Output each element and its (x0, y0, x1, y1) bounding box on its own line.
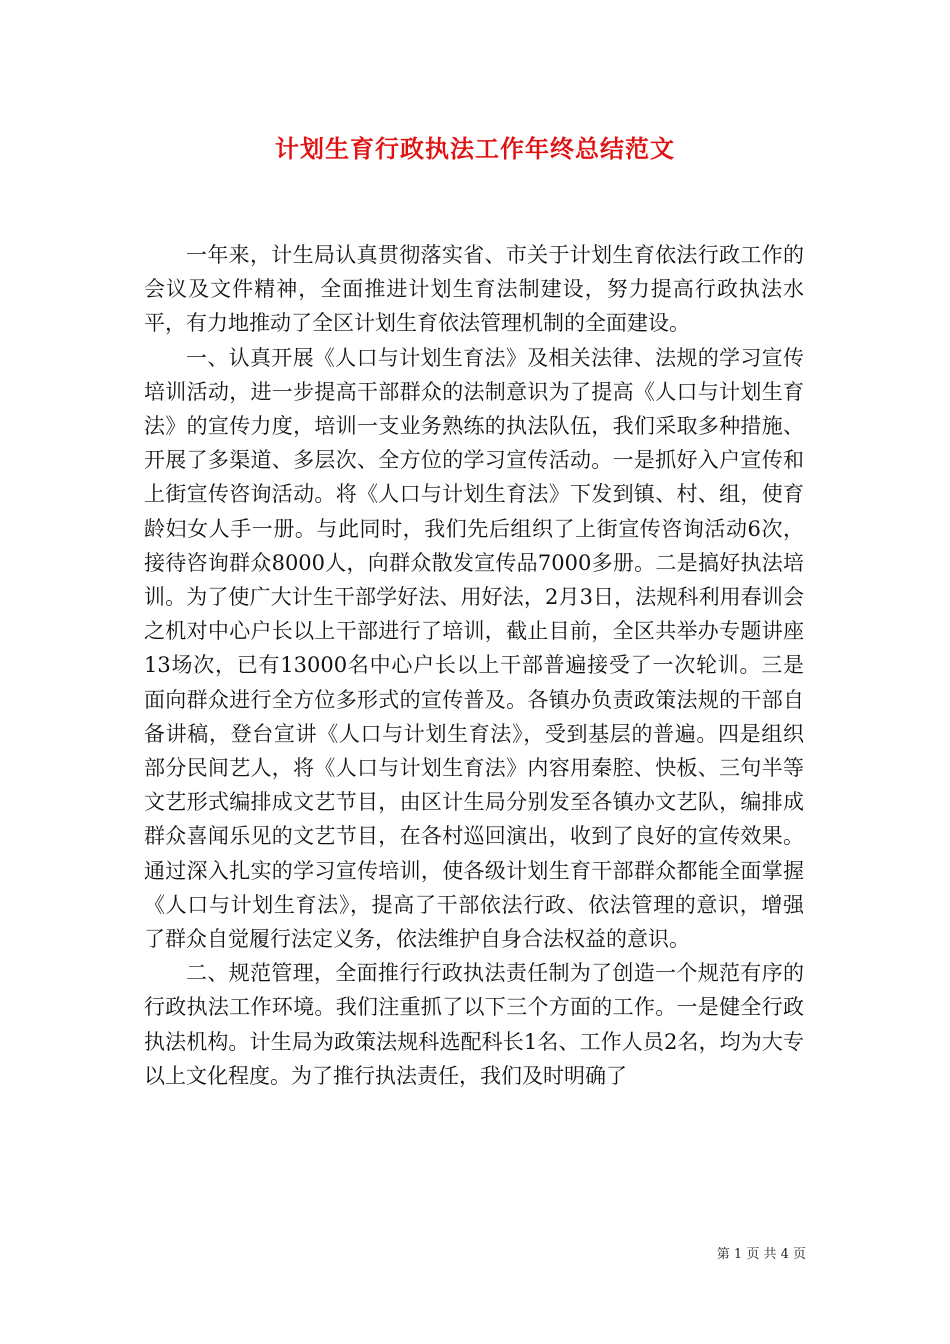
document-body (144, 238, 804, 1093)
paragraph-section-one: 一、认真开展《人口与计划生育法》及相关法律、法规的学习宣传培训活动，进一步提高干部群众的法制意识为了提高《人口与计划生育法》的宣传力度，培训一支业务熟练的执法队伍，我们采取多种措施、开展了多渠道、多层次、全方位的学习宣传活动。一是抓好入户宣传和上街宣传咨询活动。将《人口与计划生育法》下发到镇、村、组，使育龄妇女人手一册。与此同时，我们先后组织了上街宣传咨询活动6次，接待咨询群众8000人，向群众散发宣传品7000多册。二是搞好执法培训。为了使广大计生干部学好法、用好法，2月3日，法规科利用春训会之机对中心户长以上干部进行了培训，截止目前，全区共举办专题讲座13场次，已有13000名中心户长以上干部普遍接受了一次轮训。三是面向群众进行全方位多形式的宣传普及。各镇办负责政策法规的干部自备讲稿，登台宣讲《人口与计划生育法》，受到基层的普遍。四是组织部分民间艺人，将《人口与计划生育法》内容用秦腔、快板、三句半等文艺形式编排成文艺节目，由区计生局分别发至各镇办文艺队，编排成群众喜闻乐见的文艺节目，在各村巡回演出，收到了良好的宣传效果。通过深入扎实的学习宣传培训，使各级计划生育干部群众都能全面掌握《人口与计划生育法》，提高了干部依法行政、依法管理的意识，增强了群众自觉履行法定义务，依法维护自身合法权益的意识。 (144, 345, 804, 952)
document-title: 计划生育行政执法工作年终总结范文 (275, 134, 675, 163)
page-number-footer: 第 1 页 共 4 页 (716, 1247, 806, 1262)
paragraph-section-two: 二、规范管理，全面推行行政执法责任制为了创造一个规范有序的行政执法工作环境。我们注重抓了以下三个方面的工作。一是健全行政执法机构。计生局为政策法规科选配科长1名、工作人员2名，均为大专以上文化程度。为了推行执法责任，我们及时明确了 (144, 961, 804, 1088)
paragraph-intro: 一年来，计生局认真贯彻落实省、市关于计划生育依法行政工作的会议及文件精神，全面推进计划生育法制建设，努力提高行政执法水平，有力地推动了全区计划生育依法管理机制的全面建设。 (144, 243, 804, 336)
